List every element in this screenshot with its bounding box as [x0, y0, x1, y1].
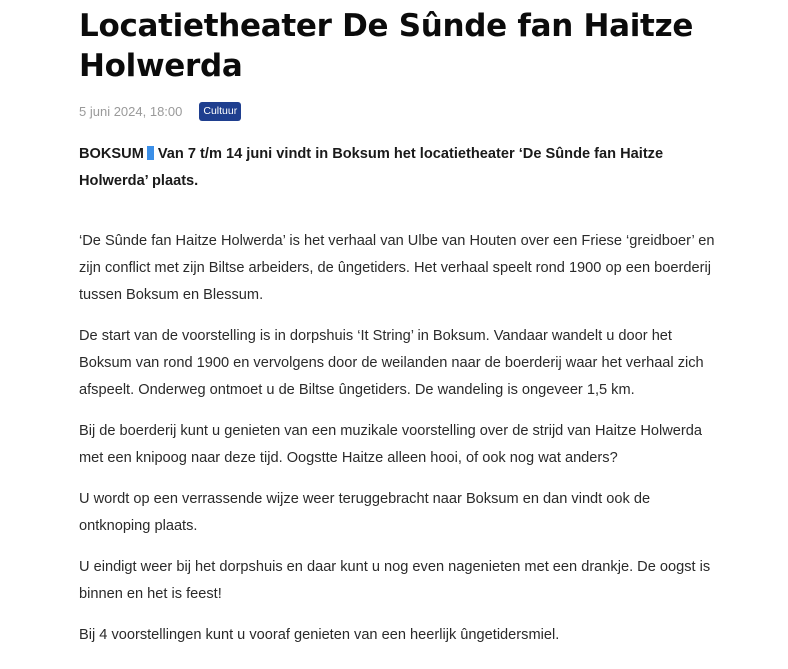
paragraph: Bij 4 voorstellingen kunt u vooraf genieten van een heerlijk ûngetidersmiel.	[79, 627, 560, 643]
paragraph: U eindigt weer bij het dorpshuis en daar kunt u nog even nagenieten met een drankje. De oogst is binnen en het is feest!	[79, 559, 711, 602]
paragraph: Bij de boerderij kunt u genieten van een muzikale voorstelling over de strijd van Haitze Holwerda met een knipoog naar deze tijd. Oogstte Haitze alleen hooi, of ook nog wat anders?	[79, 423, 703, 466]
article	[79, 0, 719, 663]
article-meta	[79, 100, 719, 122]
article-title: Locatietheater De Sûnde fan Haitze Holwerda	[79, 8, 694, 84]
dateline: BOKSUM	[79, 146, 144, 162]
paragraph: U wordt op een verrassende wijze weer teruggebracht naar Boksum en dan vindt ook de ontknoping plaats.	[79, 491, 651, 534]
paragraph: De start van de voorstelling is in dorpshuis ‘It String’ in Boksum. Vandaar wandelt u door het Boksum van rond 1900 en vervolgens door de weilanden naar de boerderij waar het verhaal zich afspeelt. Onderweg ontmoet u de Biltse ûngetiders. De wandeling is ongeveer 1,5 km.	[79, 328, 704, 398]
text-cursor-highlight	[147, 146, 154, 160]
category-badge[interactable]: Cultuur	[199, 102, 241, 121]
lead-text: Van 7 t/m 14 juni vindt in Boksum het locatietheater ‘De Sûnde fan Haitze Holwerda’ plaats.	[79, 146, 664, 189]
paragraph: ‘De Sûnde fan Haitze Holwerda’ is het verhaal van Ulbe van Houten over een Friese ‘greidboer’ en zijn conflict met zijn Biltse arbeiders, de ûngetiders. Het verhaal speelt rond 1900 op een boerderij tussen Boksum en Blessum.	[79, 233, 715, 303]
publish-date: 5 juni 2024, 18:00	[79, 103, 183, 119]
article-lead	[79, 141, 719, 195]
article-body	[79, 228, 719, 649]
